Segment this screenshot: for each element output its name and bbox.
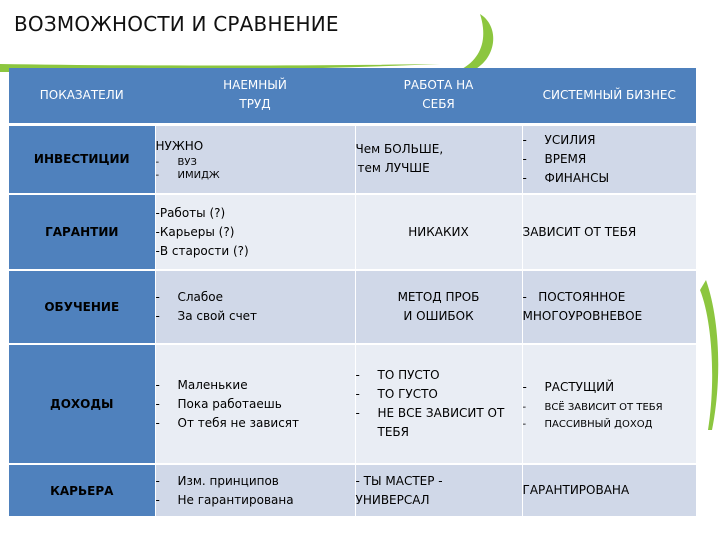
cell-education-system: - ПОСТОЯННОЕ МНОГОУРОВНЕВОЕ (522, 270, 696, 344)
list-item: - За свой счет (156, 307, 355, 326)
list-item: - Слабое (156, 288, 355, 307)
list-item: - ВУЗ (156, 156, 355, 169)
cell-guarantees-hired: -Работы (?) -Карьеры (?) -В старости (?) (155, 194, 355, 270)
row-label-income: ДОХОДЫ (9, 344, 155, 464)
list-item: - От тебя не зависят (156, 414, 355, 433)
list-item: - РАСТУЩИЙ (523, 378, 697, 397)
list-item: - УСИЛИЯ (523, 131, 697, 150)
header-self-employed: РАБОТА НА СЕБЯ (355, 68, 522, 124)
header-indicators: ПОКАЗАТЕЛИ (9, 68, 155, 124)
table-row-career (9, 464, 696, 516)
list-item: - ТО ГУСТО (356, 385, 522, 404)
row-label-guarantees: ГАРАНТИИ (9, 194, 155, 270)
header-hired-labor: НАЕМНЫЙ ТРУД (155, 68, 355, 124)
list-item: - ТО ПУСТО (356, 366, 522, 385)
row-label-investments: ИНВЕСТИЦИИ (9, 124, 155, 194)
cell-income-hired (155, 344, 355, 464)
cell-investments-hired: НУЖНО - ВУЗ - ИМИДЖ (155, 124, 355, 194)
cell-investments-system (522, 124, 696, 194)
cell-guarantees-self: НИКАКИХ (355, 194, 522, 270)
header-row (9, 68, 696, 124)
header-system-business: СИСТЕМНЫЙ БИЗНЕС (522, 68, 696, 124)
cell-career-hired (155, 464, 355, 516)
table-row-guarantees (9, 194, 696, 270)
page-title: ВОЗМОЖНОСТИ И СРАВНЕНИЕ (14, 12, 339, 36)
row-label-education: ОБУЧЕНИЕ (9, 270, 155, 344)
cell-education-hired (155, 270, 355, 344)
list-item: - ВРЕМЯ (523, 150, 697, 169)
list-item: - ВСЁ ЗАВИСИТ ОТ ТЕБЯ (523, 397, 697, 418)
list-item: - ИМИДЖ (156, 169, 355, 182)
table-row-income (9, 344, 696, 464)
list-item: - Изм. принципов (156, 472, 355, 491)
list-item: - ФИНАНСЫ (523, 169, 697, 188)
table-row-education (9, 270, 696, 344)
row-label-career: КАРЬЕРА (9, 464, 155, 516)
cell-education-self: МЕТОД ПРОБ И ОШИБОК (355, 270, 522, 344)
cell-career-system: ГАРАНТИРОВАНА (522, 464, 696, 516)
list-item: - ПАССИВНЫЙ ДОХОД (523, 418, 697, 431)
list-item: - Пока работаешь (156, 395, 355, 414)
list-item: - Маленькие (156, 376, 355, 395)
cell-guarantees-system: ЗАВИСИТ ОТ ТЕБЯ (522, 194, 696, 270)
list-item: - НЕ ВСЕ ЗАВИСИТ ОТ ТЕБЯ (356, 404, 522, 442)
comparison-table (9, 68, 696, 516)
cell-investments-self: Чем БОЛЬШЕ, тем ЛУЧШЕ (355, 124, 522, 194)
cell-income-system (522, 344, 696, 464)
table-row-investments (9, 124, 696, 194)
list-item: - Не гарантирована (156, 491, 355, 510)
cell-career-self: - ТЫ МАСТЕР - УНИВЕРСАЛ (355, 464, 522, 516)
cell-income-self (355, 344, 522, 464)
